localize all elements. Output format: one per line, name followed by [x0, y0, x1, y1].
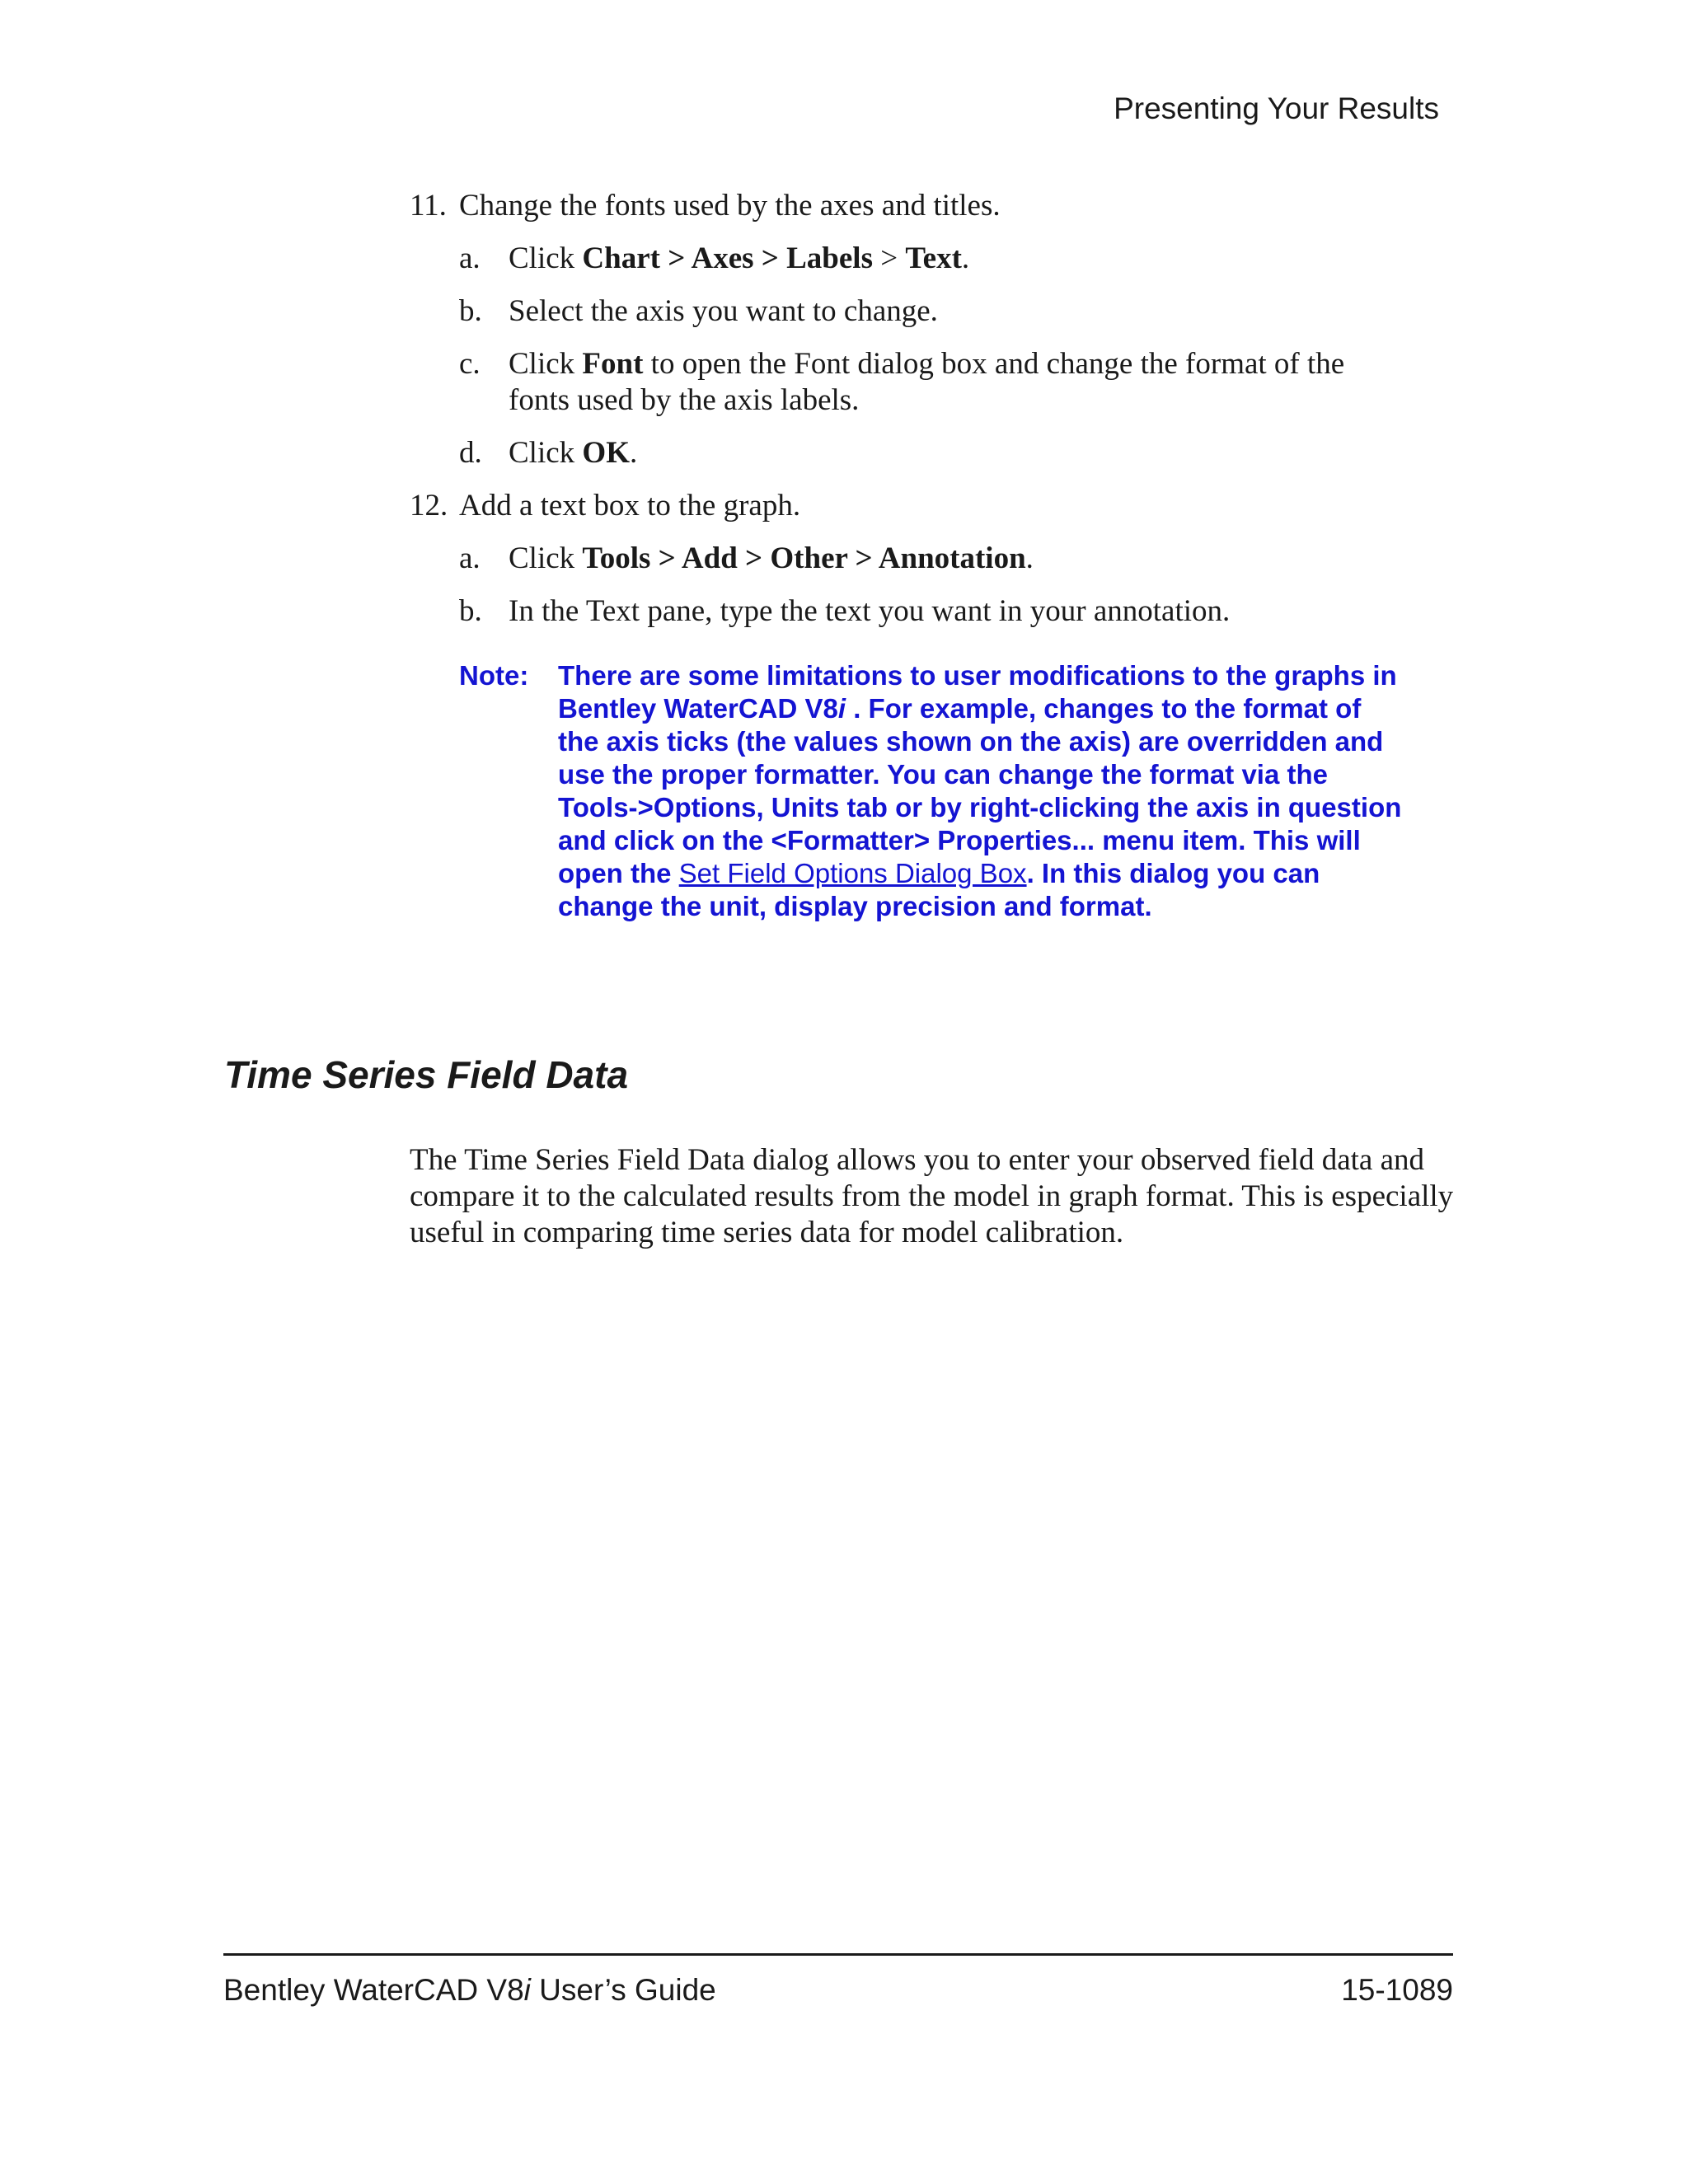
footer-guide-title [223, 1971, 716, 2010]
substep-letter: b. [459, 294, 482, 328]
note-box [459, 659, 1407, 923]
step-text: Change the fonts used by the axes and titles. [459, 189, 1001, 223]
substep-text [509, 346, 1403, 419]
footer-divider [223, 1953, 1453, 1956]
substep-letter: d. [459, 436, 482, 470]
menu-path-bold: Tools > Add > Other > Annotation [582, 541, 1026, 575]
substep-text [509, 541, 1403, 577]
substep-12a [410, 541, 1456, 577]
step-number: 11. [410, 189, 447, 223]
substep-text-part: Click [509, 347, 583, 381]
note-text: . In this dialog you can change the unit, display precision and format. [558, 858, 1320, 921]
substep-text-part: > [873, 241, 906, 275]
button-name-bold: OK [582, 436, 630, 470]
procedure-steps [410, 188, 1456, 923]
step-12 [410, 488, 1456, 524]
substep-11a [410, 241, 1456, 277]
substep-11d [410, 435, 1456, 471]
page-number: 15-1089 [1341, 1973, 1453, 2007]
footer-text: Bentley WaterCAD V8 [223, 1973, 524, 2007]
running-header: Presenting Your Results [1114, 91, 1439, 125]
substep-text-part: . [1025, 541, 1034, 575]
step-number: 12. [410, 489, 448, 523]
substep-letter: a. [459, 241, 481, 275]
substep-11b [410, 293, 1456, 330]
section-paragraph: The Time Series Field Data dialog allows you to enter your observed field data and compare it to the calculated results from the model in graph format. This is especially useful in comparing time series data for model calibration. [410, 1143, 1454, 1249]
substep-text: In the Text pane, type the text you want in your annotation. [509, 594, 1231, 628]
footer-text: User’s Guide [530, 1973, 716, 2007]
substep-11c [410, 346, 1456, 419]
set-field-options-link[interactable]: Set Field Options Dialog Box [678, 858, 1027, 888]
substep-letter: a. [459, 541, 481, 575]
note-body [558, 660, 1401, 921]
substep-text: Select the axis you want to change. [509, 294, 938, 328]
footer-text-italic: i [523, 1973, 531, 2007]
note-label: Note: [459, 660, 529, 691]
substep-text-part: to open the Font dialog box and change the format of the fonts used by the axis labels. [509, 347, 1345, 417]
step-11 [410, 188, 1456, 224]
substep-text-part: Click [509, 436, 583, 470]
substep-12b [410, 593, 1456, 630]
note-text-italic: i [837, 693, 846, 724]
substep-text [509, 435, 1403, 471]
step-text: Add a text box to the graph. [459, 489, 801, 523]
substep-text [509, 241, 1403, 277]
substep-text-part: Click [509, 241, 583, 275]
note-text: There are some limitations to user modifications to the graphs in Bentley WaterCAD V8 [558, 660, 1397, 724]
button-name-bold: Font [582, 347, 644, 381]
menu-path-bold: Chart > Axes > Labels [582, 241, 873, 275]
substep-letter: b. [459, 594, 482, 628]
menu-item-bold: Text [905, 241, 962, 275]
section-heading: Time Series Field Data [224, 1053, 629, 1096]
substep-text-part: Click [509, 541, 583, 575]
substep-letter: c. [459, 347, 481, 381]
substep-text-part: . [961, 241, 970, 275]
note-text: . For example, changes to the format of the axis ticks (the values shown on the axis) are overridden and use the proper formatter. You can change the format via the Tools->Options, Units tab or by right-clicking the axis in question and click on the <Formatter> Properties... menu item. This will open the [558, 693, 1402, 888]
substep-text-part: . [629, 436, 638, 470]
